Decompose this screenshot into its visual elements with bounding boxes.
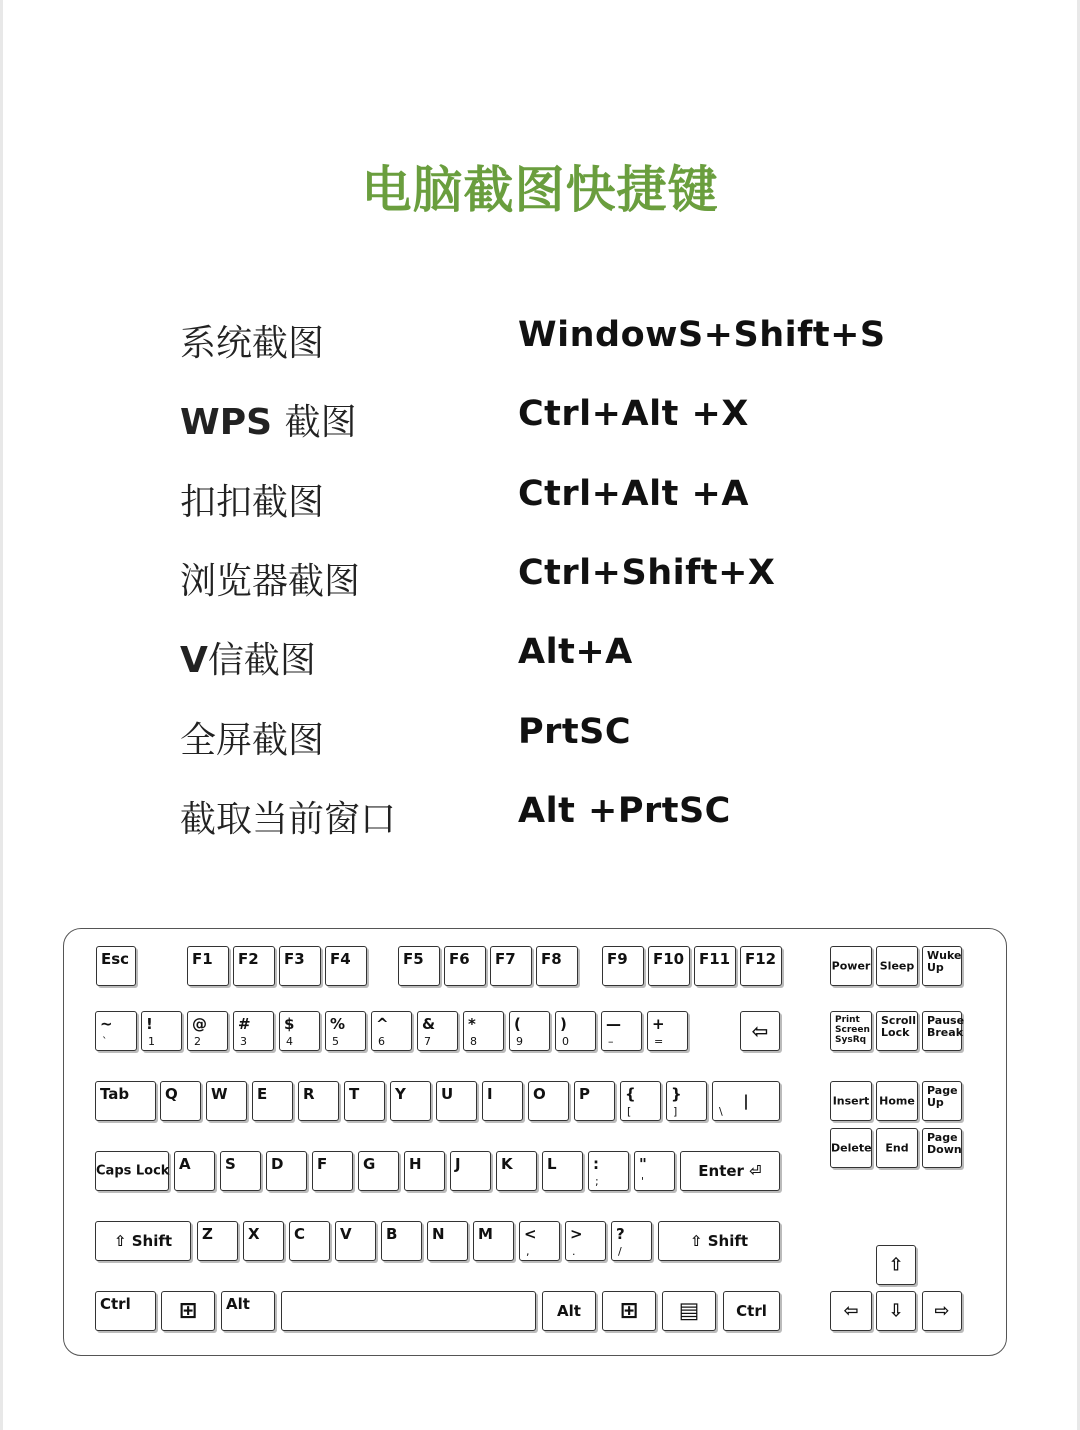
- key-alt-left-label: Alt: [226, 1295, 250, 1313]
- key-q: [160, 1081, 201, 1121]
- key-bracket-left-sublabel: [: [627, 1105, 632, 1118]
- key-z-label: Z: [202, 1225, 213, 1243]
- key-l: [542, 1151, 583, 1191]
- key-menu: [662, 1291, 716, 1331]
- key-p-label: P: [579, 1085, 590, 1103]
- key-caps-lock: [95, 1151, 169, 1191]
- key-num-5: [325, 1011, 366, 1051]
- key-num-3: [233, 1011, 274, 1051]
- key-f-label: F: [317, 1155, 328, 1173]
- key-home-label: Home: [879, 1094, 915, 1108]
- shortcut-keys: Ctrl+Alt +A: [518, 474, 749, 514]
- key-k-label: K: [501, 1155, 513, 1173]
- key-win-left-label: ⊞: [178, 1298, 198, 1324]
- shortcut-label-text: 截图: [284, 402, 357, 443]
- key-f12-label: F12: [745, 950, 777, 968]
- key-f7-label: F7: [495, 950, 516, 968]
- key-print-screen: [830, 1011, 872, 1051]
- shortcut-keys: Alt+A: [518, 632, 633, 672]
- key-num-6-label: ^: [376, 1015, 389, 1033]
- key-arrow-down: [876, 1291, 916, 1331]
- key-w: [206, 1081, 247, 1121]
- key-h: [404, 1151, 445, 1191]
- key-shift-left-label: ⇧ Shift: [113, 1232, 173, 1250]
- key-f6-label: F6: [449, 950, 470, 968]
- key-num-4-sublabel: 4: [286, 1035, 293, 1048]
- key-arrow-left: [830, 1291, 872, 1331]
- key-arrow-down-label: ⇩: [888, 1300, 904, 1322]
- key-semicolon-label: :: [593, 1155, 599, 1173]
- key-num-8: [463, 1011, 504, 1051]
- key-num-11-label: —: [606, 1015, 621, 1033]
- page-title: 电脑截图快捷键: [361, 161, 719, 219]
- key-n-label: N: [432, 1225, 445, 1243]
- key-d-label: D: [271, 1155, 284, 1173]
- key-arrow-right-label: ⇨: [934, 1300, 950, 1322]
- key-shift-right: [658, 1221, 780, 1261]
- shortcut-label-bold: V: [180, 640, 208, 681]
- key-space: [281, 1291, 536, 1331]
- key-q-label: Q: [165, 1085, 178, 1103]
- shortcut-row: [0, 622, 1080, 682]
- key-comma: [519, 1221, 560, 1261]
- key-f4-label: F4: [330, 950, 351, 968]
- key-num-11-sublabel: –: [608, 1035, 614, 1048]
- key-enter-label: Enter ⏎: [698, 1162, 762, 1180]
- key-f2: [233, 946, 275, 986]
- key-num-2-sublabel: 2: [194, 1035, 201, 1048]
- key-comma-label: <: [524, 1225, 537, 1243]
- key-x-label: X: [248, 1225, 260, 1243]
- key-u-label: U: [441, 1085, 454, 1103]
- key-num-1-label: !: [146, 1015, 153, 1033]
- key-f1-label: F1: [192, 950, 213, 968]
- key-num-1: [141, 1011, 182, 1051]
- key-f4: [325, 946, 367, 986]
- key-num-12: [647, 1011, 688, 1051]
- key-menu-label: ▤: [678, 1298, 700, 1324]
- shortcut-label-text: 截取当前窗口: [180, 799, 397, 840]
- key-num-4: [279, 1011, 320, 1051]
- key-y: [390, 1081, 431, 1121]
- shortcut-row: [0, 305, 1080, 365]
- key-num-10: [555, 1011, 596, 1051]
- shortcut-label: [180, 553, 360, 604]
- key-arrow-right: [922, 1291, 962, 1331]
- key-backslash-label: |: [743, 1092, 749, 1110]
- key-sleep-label: Sleep: [879, 959, 915, 973]
- key-esc-label: Esc: [101, 950, 130, 968]
- key-n: [427, 1221, 468, 1261]
- key-f11: [694, 946, 736, 986]
- key-bracket-left-label: {: [625, 1085, 636, 1103]
- key-c-label: C: [294, 1225, 306, 1243]
- key-f3-label: F3: [284, 950, 305, 968]
- key-m-label: M: [478, 1225, 493, 1243]
- key-e-label: E: [257, 1085, 268, 1103]
- key-m: [473, 1221, 514, 1261]
- shortcut-label-text: 系统截图: [180, 323, 325, 364]
- key-wake-up-label: Wuke Up: [927, 949, 962, 974]
- key-num-9: [509, 1011, 550, 1051]
- key-ctrl-right: [723, 1291, 780, 1331]
- key-period-label: >: [570, 1225, 583, 1243]
- key-f6: [444, 946, 486, 986]
- key-f: [312, 1151, 353, 1191]
- key-v: [335, 1221, 376, 1261]
- key-insert: [830, 1081, 872, 1121]
- key-tab: [95, 1081, 156, 1121]
- key-alt-right-label: Alt: [557, 1302, 581, 1320]
- shortcut-label-text: 浏览器截图: [180, 561, 361, 602]
- key-i-label: I: [487, 1085, 493, 1103]
- key-insert-label: Insert: [832, 1094, 870, 1108]
- shortcut-keys: Ctrl+Shift+X: [518, 553, 776, 593]
- key-k: [496, 1151, 537, 1191]
- key-win-left: [161, 1291, 215, 1331]
- key-num-6: [371, 1011, 412, 1051]
- key-bracket-left: [620, 1081, 661, 1121]
- key-r: [298, 1081, 339, 1121]
- shortcut-label: [180, 315, 324, 366]
- key-num-8-label: *: [468, 1015, 476, 1033]
- shortcut-label-text: 信截图: [207, 640, 316, 681]
- key-num-7: [417, 1011, 458, 1051]
- key-num-0-label: ~: [100, 1015, 113, 1033]
- key-shift-right-label: ⇧ Shift: [689, 1232, 749, 1250]
- key-b: [381, 1221, 422, 1261]
- shortcut-label: [180, 791, 396, 842]
- shortcut-label-text: 全屏截图: [180, 720, 325, 761]
- key-tab-label: Tab: [100, 1085, 130, 1103]
- key-home: [876, 1081, 918, 1121]
- key-end-label: End: [885, 1141, 909, 1155]
- key-num-11: [601, 1011, 642, 1051]
- key-h-label: H: [409, 1155, 422, 1173]
- key-num-3-sublabel: 3: [240, 1035, 247, 1048]
- key-sleep: [876, 946, 918, 986]
- key-period-sublabel: .: [572, 1245, 576, 1258]
- key-b-label: B: [386, 1225, 398, 1243]
- key-u: [436, 1081, 477, 1121]
- shortcut-label-text: 扣扣截图: [180, 482, 325, 523]
- key-delete-label: Delete: [831, 1141, 872, 1155]
- key-t-label: T: [349, 1085, 360, 1103]
- key-f8: [536, 946, 578, 986]
- key-x: [243, 1221, 284, 1261]
- shortcut-label-bold: WPS: [180, 402, 285, 443]
- key-f10: [648, 946, 690, 986]
- key-num-9-label: (: [514, 1015, 521, 1033]
- key-num-2: [187, 1011, 228, 1051]
- key-a-label: A: [179, 1155, 191, 1173]
- shortcut-row: [0, 464, 1080, 524]
- key-arrow-up: [876, 1245, 916, 1285]
- key-num-2-label: @: [192, 1015, 207, 1033]
- key-caps-lock-label: Caps Lock: [96, 1163, 170, 1179]
- shortcut-row: [0, 543, 1080, 603]
- shortcut-label: [180, 474, 324, 525]
- key-num-8-sublabel: 8: [470, 1035, 477, 1048]
- shortcut-row: [0, 384, 1080, 444]
- key-o-label: O: [533, 1085, 546, 1103]
- key-y-label: Y: [395, 1085, 406, 1103]
- key-num-7-label: &: [422, 1015, 436, 1033]
- key-p: [574, 1081, 615, 1121]
- keyboard-illustration: [63, 928, 1007, 1356]
- key-enter: [680, 1151, 780, 1191]
- key-j-label: J: [455, 1155, 461, 1173]
- key-scroll-lock-label: Scroll Lock: [881, 1014, 916, 1039]
- shortcut-keys: Alt +PrtSC: [518, 791, 731, 831]
- key-f11-label: F11: [699, 950, 731, 968]
- shortcut-label: [180, 394, 357, 445]
- key-f10-label: F10: [653, 950, 685, 968]
- key-num-0: [95, 1011, 137, 1051]
- key-print-screen-label: Print Screen SysRq: [835, 1015, 870, 1045]
- key-arrow-left-label: ⇦: [843, 1300, 859, 1322]
- key-slash-label: ?: [616, 1225, 625, 1243]
- key-g: [358, 1151, 399, 1191]
- key-pause-break: [922, 1011, 965, 1051]
- key-bracket-right-sublabel: ]: [673, 1105, 678, 1118]
- key-num-5-sublabel: 5: [332, 1035, 339, 1048]
- key-i: [482, 1081, 523, 1121]
- key-arrow-up-label: ⇧: [888, 1254, 904, 1276]
- key-semicolon-sublabel: ;: [595, 1175, 599, 1188]
- key-f1: [187, 946, 229, 986]
- key-backslash-sublabel: \: [719, 1105, 723, 1118]
- key-num-12-sublabel: =: [654, 1035, 664, 1048]
- key-num-7-sublabel: 7: [424, 1035, 431, 1048]
- key-alt-left: [221, 1291, 275, 1331]
- key-num-3-label: #: [238, 1015, 251, 1033]
- key-ctrl-left: [95, 1291, 156, 1331]
- key-g-label: G: [363, 1155, 376, 1173]
- key-page-down: [922, 1128, 962, 1168]
- key-shift-left: [95, 1221, 191, 1261]
- key-num-4-label: $: [284, 1015, 295, 1033]
- shortcut-row: [0, 702, 1080, 762]
- key-f9-label: F9: [607, 950, 628, 968]
- key-d: [266, 1151, 307, 1191]
- key-wake-up: [922, 946, 962, 986]
- key-w-label: W: [211, 1085, 228, 1103]
- key-f9: [602, 946, 644, 986]
- key-f3: [279, 946, 321, 986]
- key-ctrl-right-label: Ctrl: [736, 1302, 767, 1320]
- key-bracket-right-label: }: [671, 1085, 682, 1103]
- key-slash: [611, 1221, 652, 1261]
- shortcut-keys: WindowS+Shift+S: [518, 315, 886, 355]
- shortcut-label: [180, 632, 316, 683]
- key-end: [876, 1128, 918, 1168]
- key-f8-label: F8: [541, 950, 562, 968]
- key-o: [528, 1081, 569, 1121]
- shortcut-label: [180, 712, 324, 763]
- key-pause-break-label: Pause Break: [927, 1014, 965, 1039]
- key-f2-label: F2: [238, 950, 259, 968]
- key-backspace: [740, 1011, 780, 1051]
- key-f5-label: F5: [403, 950, 424, 968]
- key-semicolon: [588, 1151, 629, 1191]
- key-j: [450, 1151, 491, 1191]
- key-power: [830, 946, 872, 986]
- key-win-right-label: ⊞: [619, 1298, 639, 1324]
- shortcut-keys: Ctrl+Alt +X: [518, 394, 749, 434]
- key-bracket-right: [666, 1081, 707, 1121]
- key-num-6-sublabel: 6: [378, 1035, 385, 1048]
- key-slash-sublabel: /: [618, 1245, 622, 1258]
- key-r-label: R: [303, 1085, 315, 1103]
- shortcut-row: [0, 781, 1080, 841]
- key-num-1-sublabel: 1: [148, 1035, 155, 1048]
- key-v-label: V: [340, 1225, 352, 1243]
- key-alt-right: [542, 1291, 596, 1331]
- shortcut-keys: PrtSC: [518, 712, 632, 752]
- key-delete: [830, 1128, 872, 1168]
- key-z: [197, 1221, 238, 1261]
- key-quote-label: ": [639, 1155, 647, 1173]
- key-s: [220, 1151, 261, 1191]
- key-power-label: Power: [831, 959, 871, 973]
- key-num-5-label: %: [330, 1015, 346, 1033]
- key-comma-sublabel: ,: [526, 1245, 530, 1258]
- key-page-up: [922, 1081, 962, 1121]
- key-num-10-sublabel: 0: [562, 1035, 569, 1048]
- key-num-9-sublabel: 9: [516, 1035, 523, 1048]
- key-s-label: S: [225, 1155, 236, 1173]
- key-num-0-sublabel: `: [102, 1035, 108, 1048]
- key-quote-sublabel: ': [641, 1175, 645, 1188]
- key-a: [174, 1151, 215, 1191]
- key-e: [252, 1081, 293, 1121]
- key-period: [565, 1221, 606, 1261]
- key-f7: [490, 946, 532, 986]
- key-t: [344, 1081, 385, 1121]
- key-esc: [96, 946, 136, 986]
- key-c: [289, 1221, 330, 1261]
- key-page-up-label: Page Up: [927, 1084, 958, 1109]
- key-page-down-label: Page Down: [927, 1131, 962, 1156]
- key-f5: [398, 946, 440, 986]
- key-ctrl-left-label: Ctrl: [100, 1295, 131, 1313]
- key-quote: [634, 1151, 675, 1191]
- key-num-10-label: ): [560, 1015, 567, 1033]
- key-win-right: [602, 1291, 656, 1331]
- key-backspace-label: ⇦: [751, 1019, 769, 1043]
- key-backslash: [712, 1081, 780, 1121]
- key-f12: [740, 946, 782, 986]
- key-l-label: L: [547, 1155, 557, 1173]
- key-num-12-label: +: [652, 1015, 665, 1033]
- key-scroll-lock: [876, 1011, 918, 1051]
